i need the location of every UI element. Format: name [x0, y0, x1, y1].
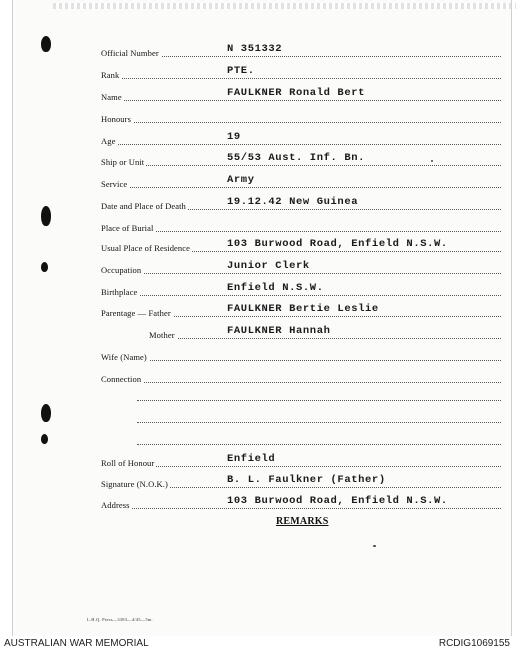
connection-extra-line	[137, 444, 501, 445]
field-value: 103 Burwood Road, Enfield N.S.W.	[227, 495, 448, 507]
field-value: Enfield	[227, 453, 276, 465]
field-label: Address	[101, 500, 130, 510]
field-dotted-line	[101, 295, 501, 296]
field-value: Junior Clerk	[227, 260, 310, 272]
field-dotted-line	[101, 382, 501, 383]
field-signature-nok	[101, 473, 501, 491]
field-dotted-line	[101, 100, 501, 101]
form-reference: L.H.Q. Press—3383—4/45—5m.	[87, 617, 153, 622]
field-label: Occupation	[101, 265, 142, 275]
field-honours	[101, 108, 501, 126]
ink-speck	[373, 545, 376, 547]
field-dotted-line	[101, 273, 501, 274]
field-parentage-mother	[101, 324, 501, 342]
field-official-number	[101, 42, 501, 60]
field-wife-name	[101, 346, 501, 364]
field-dotted-line	[101, 56, 501, 57]
field-value: 19.12.42 New Guinea	[227, 196, 359, 208]
field-occupation	[101, 259, 501, 277]
field-value: 55/53 Aust. Inf. Bn.	[227, 152, 366, 164]
field-value: FAULKNER Ronald Bert	[227, 87, 366, 99]
field-dotted-line	[101, 144, 501, 145]
field-age	[101, 130, 501, 148]
field-roll-of-honour	[101, 452, 501, 470]
field-label: Wife (Name)	[101, 352, 147, 362]
field-ship-or-unit	[101, 151, 501, 169]
field-dotted-line	[101, 122, 501, 123]
field-value: Enfield N.S.W.	[227, 282, 324, 294]
punch-hole-upper-mid	[41, 206, 51, 226]
field-label: Name	[101, 92, 122, 102]
field-connection	[101, 368, 501, 386]
field-label: Age	[101, 136, 116, 146]
field-dotted-line	[101, 165, 501, 166]
field-dotted-line	[101, 187, 501, 188]
field-label: Honours	[101, 114, 131, 124]
field-value: FAULKNER Bertie Leslie	[227, 303, 379, 315]
field-place-of-burial	[101, 217, 501, 235]
connection-extra-line	[137, 422, 501, 423]
field-date-place-of-death	[101, 195, 501, 213]
field-value: N 351332	[227, 43, 283, 55]
field-value: 103 Burwood Road, Enfield N.S.W.	[227, 238, 448, 250]
field-label: Birthplace	[101, 287, 138, 297]
scan-artifact	[53, 3, 516, 9]
field-label: Signature (N.O.K.)	[101, 479, 168, 489]
field-dotted-line	[101, 360, 501, 361]
connection-extra-line	[137, 400, 501, 401]
field-label: Date and Place of Death	[101, 201, 186, 211]
field-service	[101, 173, 501, 191]
archive-footer-right: RCDIG1069155	[438, 638, 510, 649]
ink-speck	[431, 160, 433, 162]
field-value: B. L. Faulkner (Father)	[227, 474, 386, 486]
punch-hole-mid	[41, 262, 48, 272]
field-label: Service	[101, 179, 128, 189]
field-name	[101, 86, 501, 104]
field-label: Connection	[101, 374, 142, 384]
field-birthplace	[101, 281, 501, 299]
field-label: Official Number	[101, 48, 159, 58]
field-label: Usual Place of Residence	[101, 243, 191, 253]
field-value: PTE.	[227, 65, 255, 77]
field-dotted-line	[101, 231, 501, 232]
field-value: FAULKNER Hannah	[227, 325, 331, 337]
archive-footer-left: AUSTRALIAN WAR MEMORIAL	[4, 638, 149, 649]
field-label: Mother	[149, 330, 175, 340]
field-rank	[101, 64, 501, 82]
field-value: 19	[227, 131, 241, 143]
field-value: Army	[227, 174, 255, 186]
field-dotted-line	[149, 338, 501, 339]
punch-hole-lower	[41, 434, 48, 444]
punch-hole-lower-mid	[41, 404, 51, 422]
punch-hole-top	[41, 36, 51, 52]
field-dotted-line	[101, 78, 501, 79]
field-label: Ship or Unit	[101, 157, 145, 167]
field-label: Roll of Honour	[101, 458, 155, 468]
field-usual-residence	[101, 237, 501, 255]
remarks-heading: REMARKS	[276, 516, 329, 527]
field-label: Place of Burial	[101, 223, 154, 233]
field-parentage-father	[101, 302, 501, 320]
field-dotted-line	[101, 508, 501, 509]
document-page	[12, 0, 512, 636]
field-address	[101, 494, 501, 512]
field-label: Rank	[101, 70, 120, 80]
field-label: Parentage — Father	[101, 308, 171, 318]
field-dotted-line	[101, 466, 501, 467]
